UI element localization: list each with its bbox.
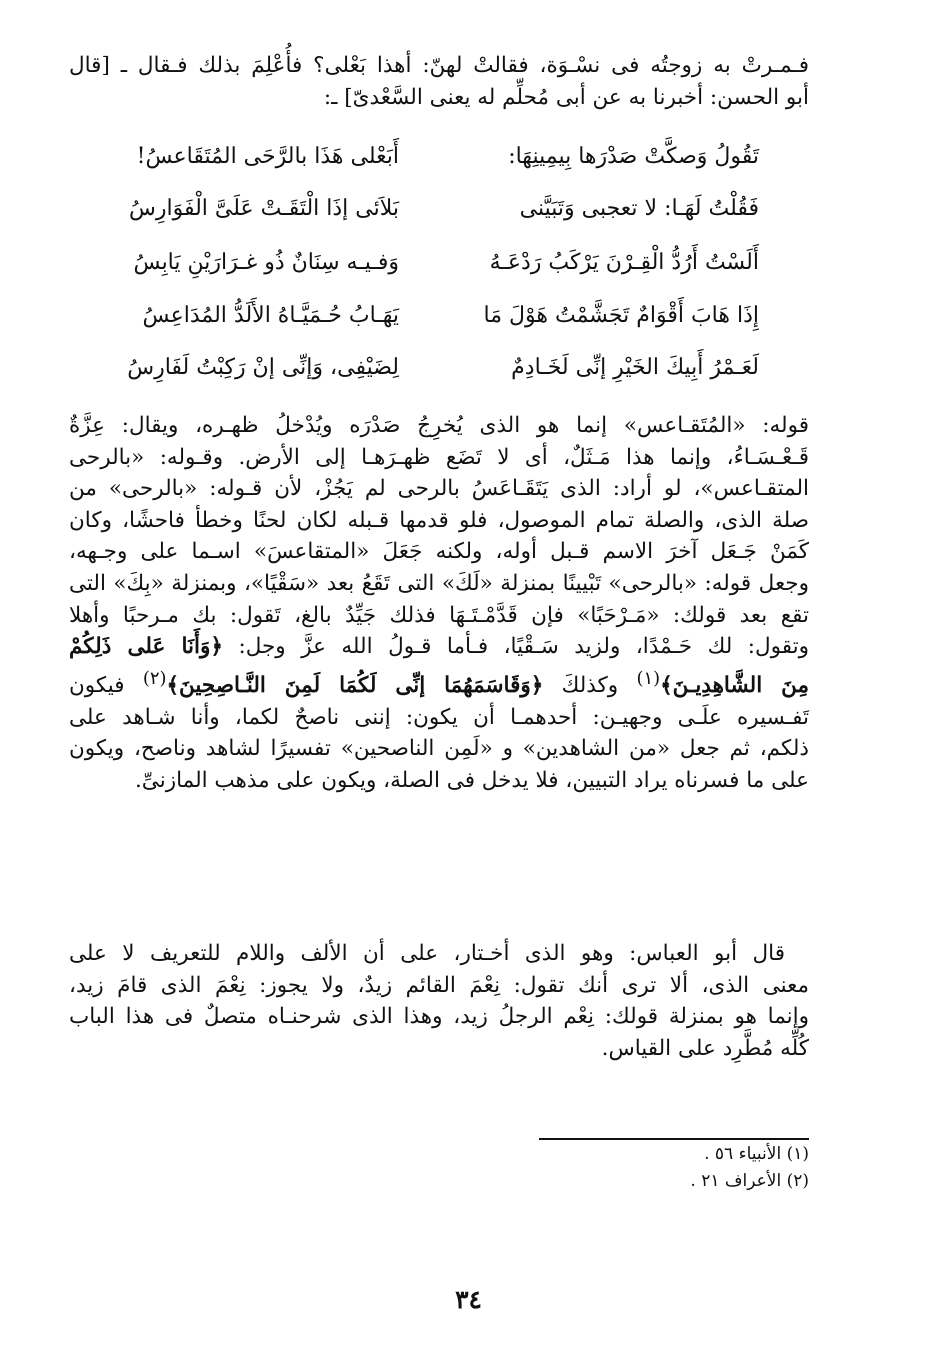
quran-quote: مِنَ الشَّاهِدِيـنَ﴾	[660, 672, 809, 698]
page-number: ٣٤	[455, 1285, 482, 1314]
commentary-paragraph	[69, 410, 809, 796]
footnote: (١) الأنبياء ٥٦ .	[704, 1144, 809, 1164]
footnote-divider	[539, 1138, 809, 1140]
verse-second-hemistich: بَلاَئى إذَا الْتَقَـتْ عَلَىَّ الْفَوَارِسُ	[129, 196, 399, 221]
text-line	[69, 631, 809, 663]
verse	[119, 355, 759, 395]
verse-second-hemistich: لِضَيْفِى، وَإنِّى إنْ رَكِبْتُ لَفَارِسُ	[127, 355, 399, 380]
text-segment: وكذلكَ	[543, 672, 637, 698]
abbas-paragraph	[69, 938, 809, 1064]
text-line: وإنما هو بمنزلة قولك: نِعْم الرجلُ زيد، وهذا الذى شرحنـاه متصلٌ فى هذا الباب	[69, 1004, 809, 1030]
verse	[119, 144, 759, 184]
verse	[119, 303, 759, 343]
text-line: قَـعْـسَـاءُ، وإنما هذا مَـثَلٌ، أى لا تَضَع ظهـرَهـا إلى الأرض. وقـوله: «بالرحى	[69, 444, 809, 470]
footnote-ref[interactable]: (٢)	[142, 667, 167, 689]
text-line: أبو الحسن: أخبرنا به عن أبى مُحلِّم له يعنى السَّعْدىّ] ـ:	[323, 84, 809, 110]
footnote-ref[interactable]: (١)	[636, 667, 661, 689]
text-line: تقع بعد قولك: «مَـرْحَبًا» فإن قَدَّمْـتَـهَا فذلك جَيِّدٌ بالغ، تَقول: بك مـرحبًا وأهلا	[69, 602, 809, 628]
text-line: تَفـسيره علَـى وجهيـن: أحدهمـا أن يكون: إننى ناصحٌ لكما، وأنا شـاهد على	[69, 704, 809, 730]
footnote: (٢) الأعراف ٢١ .	[690, 1171, 809, 1191]
verse-second-hemistich: أَبَعْلى هَذَا بالرَّحَى المُتَقَاعسُ!	[136, 144, 399, 169]
intro-paragraph	[69, 50, 809, 113]
verse-first-hemistich: تَقُولُ وَصكَّتْ صَدْرَها بِيمِينِهَا:	[508, 144, 759, 169]
text-line	[69, 663, 809, 702]
text-line: قوله: «المُتَقـاعس» إنما هو الذى يُخرِجُ صَدْرَه ويُدْخلُ ظهـره، ويقال: عِزَّةٌ	[69, 413, 809, 438]
text-line: وجعل قوله: «بالرحى» تَبْيينًا بمنزلة «لَكَ» التى تَقَعُ بعد «سَقْيًا»، وبمنزلة «بِكَ» التى	[69, 570, 809, 596]
text-line: كَمَنْ جَـعَل آخرَ الاسم قـبل أوله، ولكنه جَعَلَ «المتقاعسَ» اسـما على وجـهه،	[69, 539, 809, 565]
text-line: المتقـاعس»، لو أراد: الذى يَتَقَـاعَسُ بالرحى لم يَجُزْ، لأن قـوله: «بالرحى» من	[69, 476, 809, 502]
quran-quote: ﴿وَقَاسَمَهُمَا إنِّى لَكُمَا لَمِنَ النَّـاصِحِينَ﴾	[166, 672, 544, 698]
verse-second-hemistich: يَهَـابُ حُـمَيَّـاهُ الأَلَدُّ المُدَاعِسُ	[142, 303, 399, 328]
verse-first-hemistich: إِذَا هَابَ أَقْوَامٌ تَجَشَّمْتُ هَوْلَ مَا	[483, 303, 759, 328]
text-segment: فيكون	[69, 672, 143, 698]
text-line: فـمـرتْ به زوجتُه فى نسْـوَة، فقالتْ لهنّ: أهذا بَعْلى؟ فأُعْلِمَ بذلك فـقال ـ [قال	[69, 53, 809, 78]
quran-quote: ﴿وَأَنَا عَلى ذَلِكُمْ	[69, 634, 223, 660]
verse-first-hemistich: فَقُلْتُ لَهَـا: لا تعجبى وَتَبَيَّنى	[519, 196, 759, 221]
text-line: صلة الذى، والصلة تمام الموصول، فلو قدمها قـبله لكان لحنًا وخطأ فاحشًا، وكان	[69, 507, 809, 533]
text-segment: وتقول: لك حَـمْدًا، ولزيد سَـقْيًا، فـأما قـولُ الله عزَّ وجل:	[222, 634, 809, 660]
verse-second-hemistich: وَفـيـه سِنَانٌ ذُو غـرَارَيْنِ يَابِسُ	[133, 250, 399, 275]
verse	[119, 250, 759, 290]
text-line: ذلكم، ثم جعل «من الشاهدين» و «لَمِن الناصحين» تفسيرًا لشاهد وناصح، ويكون	[69, 736, 809, 762]
text-line: كُلِّه مُطَّرِد على القياس.	[601, 1035, 809, 1061]
verse-first-hemistich: لَعَـمْرُ أَبِيكَ الخَيْرِ إنِّى لَخَـادِمٌ	[511, 355, 759, 380]
text-line: معنى الذى، ألا ترى أنك تقول: نِعْمَ القائم زيدٌ، ولا يجوز: نِعْمَ الذى قامَ زيد،	[69, 972, 809, 998]
verse-first-hemistich: أَلَسْتُ أَرُدُّ الْقِـرْنَ يَرْكَبُ رَدْعَـهُ	[489, 250, 759, 275]
text-line: على ما فسرناه يراد التبيين، فلا يدخل فى الصلة، ويكون على مذهب المازنىِّ.	[134, 767, 809, 793]
text-line: قال أبو العباس: وهو الذى أخـتار، على أن الألف واللام للتعريف لا على	[69, 941, 785, 966]
verse	[119, 196, 759, 236]
